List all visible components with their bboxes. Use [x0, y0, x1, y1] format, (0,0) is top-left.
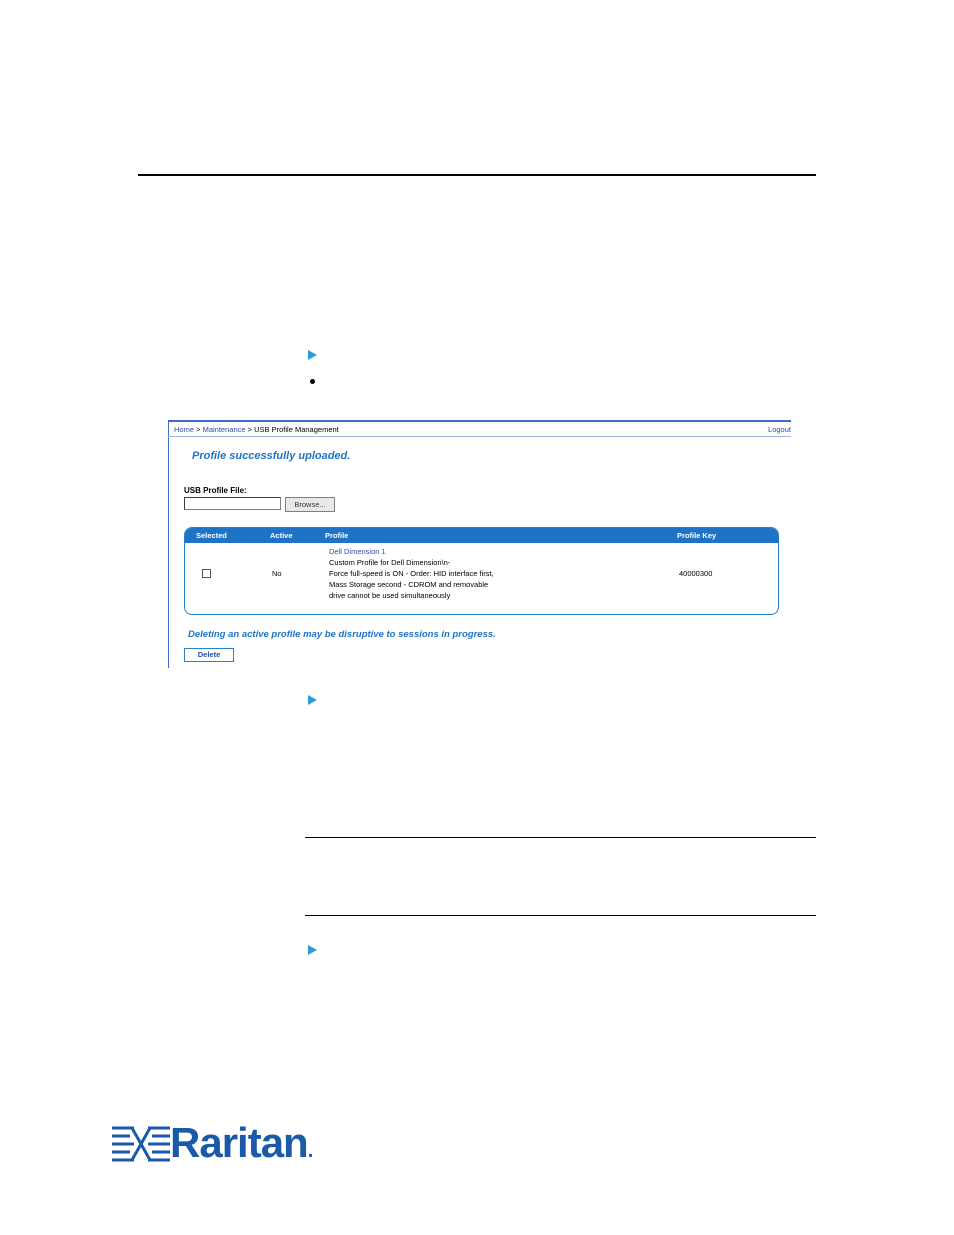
usb-profile-file-label: USB Profile File: [184, 486, 247, 495]
raritan-logo-text [170, 1120, 312, 1174]
success-message: Profile successfully uploaded. [192, 450, 351, 462]
row-select-checkbox[interactable] [202, 569, 211, 578]
breadcrumb-current: USB Profile Management [254, 425, 339, 434]
header-rule [138, 174, 816, 176]
usb-profile-screenshot [168, 420, 791, 668]
procedure-arrow-icon [308, 945, 317, 955]
breadcrumb-separator: > [247, 425, 253, 434]
row-active-value: No [272, 569, 282, 578]
column-header-profile: Profile [325, 531, 349, 540]
profile-desc-line: Custom Profile for Dell Dimension\n- [329, 558, 451, 567]
warning-message: Deleting an active profile may be disruptive to sessions in progress. [188, 629, 496, 640]
breadcrumb-maintenance-link[interactable]: Maintenance [202, 425, 246, 434]
profile-desc-line: Force full-speed is ON - Order: HID interface first, [329, 569, 494, 578]
raritan-logo-mark-icon [112, 1120, 170, 1165]
profile-table [184, 527, 779, 615]
breadcrumb-separator: > [196, 425, 201, 434]
bullet-point [310, 379, 315, 384]
browse-button[interactable]: Browse... [285, 497, 335, 512]
screenshot-left-border [168, 420, 169, 668]
procedure-arrow-icon [308, 695, 317, 705]
raritan-logo [112, 1120, 312, 1165]
logo-suffix: . [307, 1140, 313, 1162]
logo-brand: Raritan [170, 1119, 308, 1166]
column-header-active: Active [270, 531, 293, 540]
breadcrumb-home-link[interactable]: Home [174, 425, 195, 434]
procedure-arrow-icon [308, 350, 317, 360]
note-top-rule [305, 837, 816, 838]
breadcrumb [174, 425, 339, 434]
column-header-profile-key: Profile Key [677, 531, 717, 540]
profile-desc-line: drive cannot be used simultaneously [329, 591, 451, 600]
profile-desc-line: Mass Storage second - CDROM and removable [329, 580, 489, 589]
row-profile-key-value: 40000300 [679, 569, 713, 578]
row-profile-cell [329, 546, 529, 601]
delete-button[interactable]: Delete [184, 648, 234, 662]
note-bottom-rule [305, 915, 816, 916]
profile-name-link[interactable]: Dell Dimension 1 [329, 547, 386, 556]
logout-link[interactable]: Logout [768, 425, 791, 434]
screenshot-top-border [168, 420, 791, 422]
breadcrumb-divider [168, 436, 791, 437]
table-header [185, 528, 778, 543]
column-header-selected: Selected [196, 531, 227, 540]
usb-profile-file-input[interactable] [184, 497, 281, 510]
